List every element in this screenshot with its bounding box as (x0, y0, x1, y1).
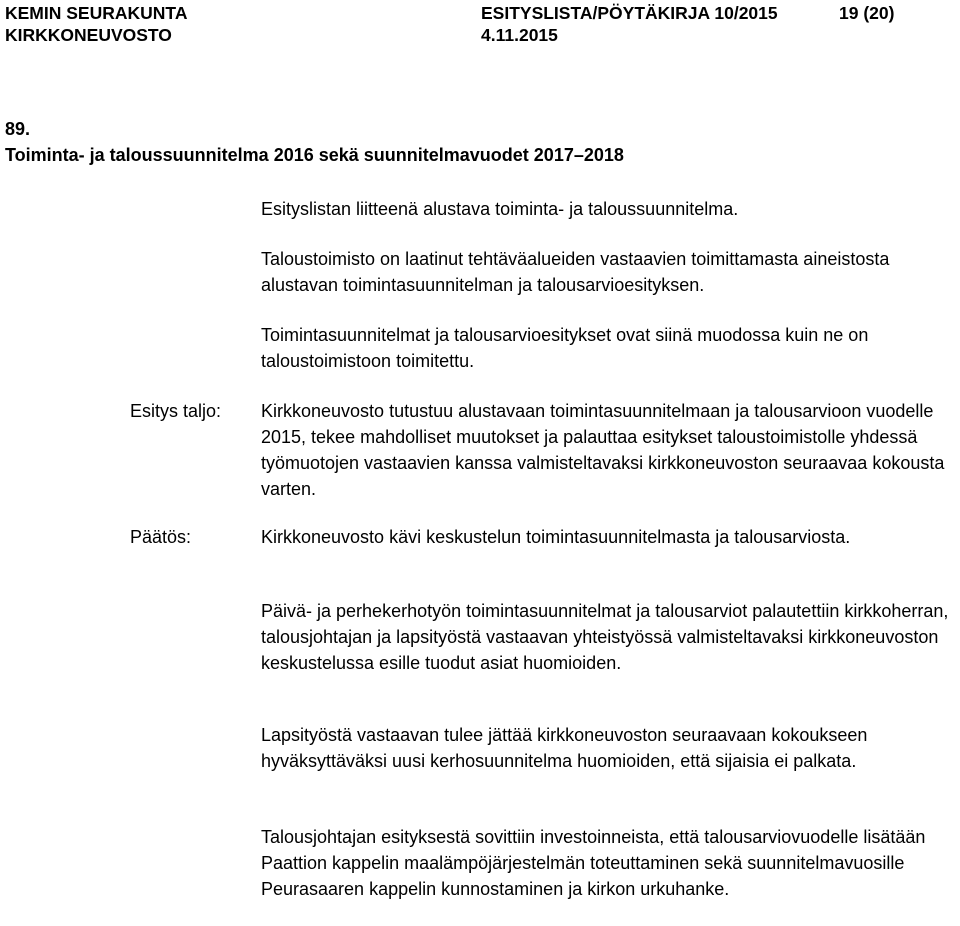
decision-paragraph: Talousjohtajan esityksestä sovittiin investoinneista, että talousarviovuodelle lisätään Paattion kappelin maalämpöjärjestelmän toteuttaminen sekä suunnitelmavuosille Peurasaaren kappelin kunnostaminen ja kirkon urkuhanke. (261, 827, 926, 899)
decision-label: Päätös: (130, 527, 192, 547)
intro-paragraph: Taloustoimisto on laatinut tehtäväalueiden vastaavien toimittamasta aineistosta alustavan toimintasuunnitelman ja talousarvioesityksen. (261, 249, 890, 295)
proposal-text: Kirkkoneuvosto tutustuu alustavaan toimintasuunnitelmaan ja talousarvioon vuodelle 2015, tekee mahdolliset muutokset ja palauttaa esitykset taloustoimistolle yhdessä työmuotojen vastaavien kanssa valmisteltavaksi kirkkoneuvoston seuraavaa kokousta varten. (261, 401, 945, 499)
decision-paragraph: Lapsityöstä vastaavan tulee jättää kirkkoneuvoston seuraavaan kokoukseen hyväksyttäväksi uusi kerhosuunnitelma huomioiden, että sijaisia ei palkata. (261, 725, 868, 771)
governing-body: KIRKKONEUVOSTO (5, 25, 172, 45)
decision-paragraph: Päivä- ja perhekerhotyön toimintasuunnitelmat ja talousarviot palautettiin kirkkoherran, talousjohtajan ja lapsityöstä vastaavan yhteistyössä valmisteltavaksi kirkkoneuvoston keskustelussa esille tuodut asiat huomioiden. (261, 601, 949, 673)
organization-name: KEMIN SEURAKUNTA (5, 3, 188, 23)
section-number: 89. (5, 119, 31, 139)
page-header (5, 2, 955, 48)
page-number: 19 (20) (839, 3, 895, 23)
document-type: ESITYSLISTA/PÖYTÄKIRJA 10/2015 (481, 3, 778, 23)
decision-paragraph: Kirkkoneuvosto kävi keskustelun toimintasuunnitelmasta ja talousarviosta. (261, 527, 851, 547)
proposal-label: Esitys taljo: (130, 401, 222, 421)
meeting-date: 4.11.2015 (481, 25, 558, 45)
intro-paragraph: Toimintasuunnitelmat ja talousarvioesitykset ovat siinä muodossa kuin ne on taloustoimistoon toimitettu. (261, 325, 869, 371)
section-title: Toiminta- ja taloussuunnitelma 2016 sekä suunnitelmavuodet 2017–2018 (5, 145, 624, 165)
intro-paragraph: Esityslistan liitteenä alustava toiminta- ja taloussuunnitelma. (261, 199, 739, 219)
